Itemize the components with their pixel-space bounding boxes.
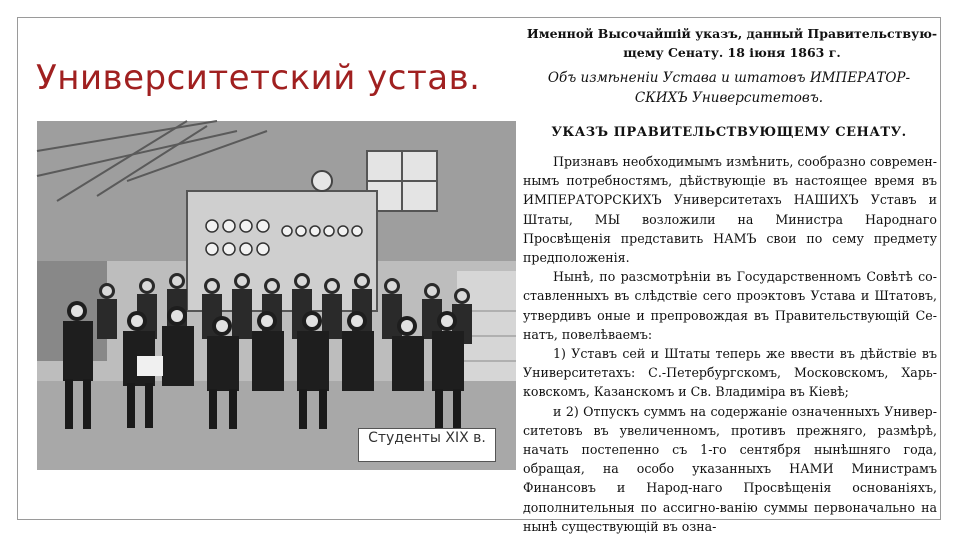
decree-paragraph-3: 1) Уставъ сей и Штаты теперь же ввести въ дѣйствіе въ Университетахъ: С.-Петербургскомъ, Московскомъ, Харь-ковскомъ, Казанскомъ и Св. Владиміра въ Кіевѣ; <box>523 346 937 400</box>
decree-header-line2: щему Сенату. 18 іюня 1863 г. <box>623 45 841 60</box>
decree-title: УКАЗЪ ПРАВИТЕЛЬСТВУЮЩЕМУ СЕНАТУ. <box>551 125 907 140</box>
slide-title: Университетский устав. <box>36 58 481 98</box>
decree-paragraph-4: и 2) Отпускъ суммъ на содержаніе означенныхъ Универ-ситетовъ въ увеличенномъ, противъ прежняго, размѣрѣ, начать постепенно съ 1-го сентября нынѣшняго года, обращая, на особо указанныхъ НАМИ Министрамъ Финансовъ и Народ-наго Просвѣщенія основаніяхъ, дополнительныя по ассигно-ванію суммы первоначально на нынѣ существующій въ озна- <box>523 403 937 534</box>
decree-document <box>519 24 939 534</box>
decree-header-line1: Именной Высочайшій указъ, данный Правительствую- <box>526 26 938 41</box>
students-photo <box>37 121 516 470</box>
decree-body <box>519 152 939 536</box>
decree-paragraph-1: Признавъ необходимымъ измѣнить, сообразно современ-нымъ потребностямъ, дѣйствующіе въ настоящее время въ ИМПЕРАТОРСКИХЪ Университетахъ НАШИХЪ Уставъ и Штаты, МЫ возложили на Министра Народнаго Просвѣщенія представить НАМЪ свои по сему предмету предположенія. <box>523 154 937 266</box>
decree-subtitle <box>519 68 939 108</box>
decree-subtitle-line1: Объ измѣненіи Устава и штатовъ ИМПЕРАТОР- <box>547 70 911 86</box>
photo-caption: Студенты XIX в. <box>358 428 496 462</box>
decree-header <box>525 24 939 62</box>
decree-subtitle-line2: СКИХЪ Университетовъ. <box>634 90 824 106</box>
decree-paragraph-2: Нынѣ, по разсмотрѣніи въ Государственномъ Совѣтѣ со-ставленныхъ въ слѣдствіе сего проэктовъ Устава и Штатовъ, утвердивъ оные и препровождая въ Правительствующій Се-натъ, повелѣваемъ: <box>523 269 937 342</box>
